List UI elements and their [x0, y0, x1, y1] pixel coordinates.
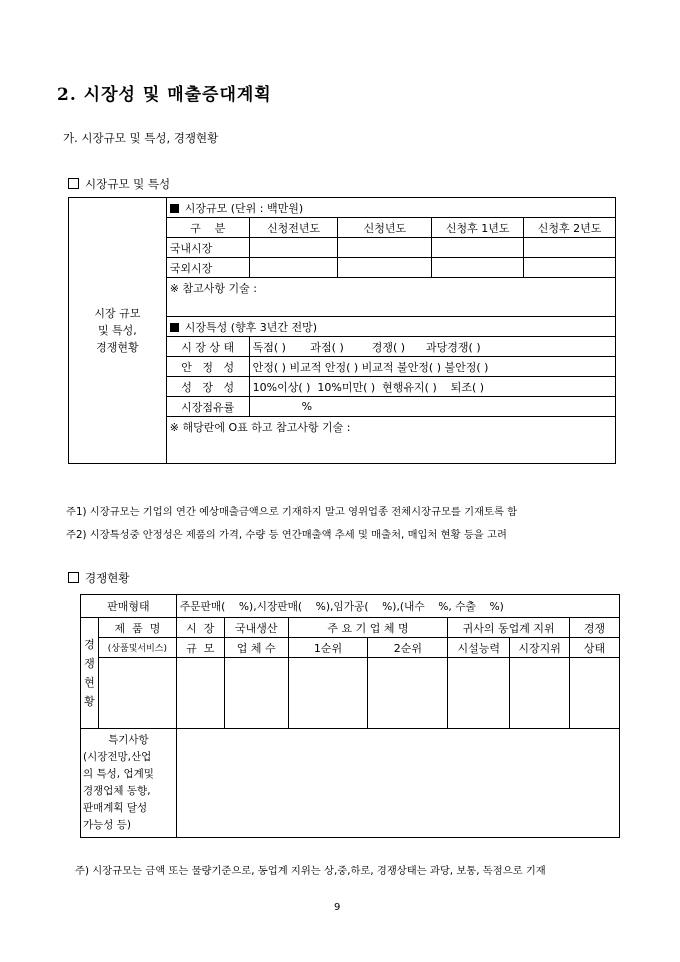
- cell: [432, 238, 524, 258]
- section2-heading: [68, 570, 129, 586]
- col-header: 신청년도: [338, 218, 432, 238]
- note-line-2: 주2) 시장특성중 안정성은 제품의 가격, 수량 등 연간매출액 추세 및 매출처, 매입처 현황 등을 고려: [66, 529, 507, 541]
- col-header: 구 분: [166, 218, 249, 238]
- competition-table: [80, 594, 620, 838]
- remarks-line: 경쟁업체 동향,: [83, 785, 151, 797]
- checkbox-square-icon: [68, 178, 79, 189]
- char-value: 안정( ) 비교적 안정( ) 비교적 불안정( ) 불안정( ): [249, 357, 615, 377]
- section2-heading-text: 경쟁현황: [85, 571, 130, 585]
- col-domestic-b: 업 체 수: [224, 638, 288, 658]
- note-reference: ※ 참고사항 기술 :: [166, 278, 615, 317]
- col-rank1: 1순위: [288, 638, 368, 658]
- cell: [448, 658, 510, 729]
- section1-heading: [68, 176, 170, 192]
- remarks-line: 의 특성, 업계및: [83, 768, 154, 780]
- left-label-1: 시장 규모: [94, 307, 141, 320]
- cell: [176, 658, 224, 729]
- col-rank2: 2순위: [368, 638, 448, 658]
- col-position: 귀사의 동업계 지위: [448, 618, 570, 638]
- col-compete-b: 상태: [570, 638, 620, 658]
- remarks-line: 판매계획 달성: [83, 802, 148, 814]
- left-label-2: 및 특성,: [97, 324, 137, 337]
- market-char-header: [166, 317, 615, 337]
- cell: [524, 238, 616, 258]
- market-char-header-text: 시장특성 (향후 3년간 전망): [184, 320, 318, 334]
- side-label: [81, 618, 99, 729]
- cell: [570, 658, 620, 729]
- cell: [249, 258, 338, 278]
- left-label-3: 경쟁현황: [96, 341, 139, 354]
- remarks-label: [81, 729, 177, 838]
- col-domestic-a: 국내생산: [224, 618, 288, 638]
- sales-type-value: 주문판매( %),시장판매( %),임가공( %),(내수 %, 수출 %): [176, 595, 619, 618]
- char-value: 10%이상( ) 10%미만( ) 현행유지( ) 퇴조( ): [249, 377, 615, 397]
- col-header: 신청후 2년도: [524, 218, 616, 238]
- cell: [338, 258, 432, 278]
- remarks-line: 특기사항: [108, 734, 149, 746]
- black-square-icon: [170, 323, 179, 332]
- section1-heading-text: 시장규모 및 특성: [85, 177, 171, 191]
- cell: [524, 258, 616, 278]
- note-applicable: ※ 해당란에 O표 하고 참고사항 기술 :: [166, 417, 615, 464]
- col-product: 제 품 명: [98, 618, 176, 638]
- note-line-1: 주1) 시장규모는 기업의 연간 예상매출금액으로 기재하지 말고 영위업종 전체시장규모를 기재토록 함: [66, 506, 518, 518]
- side-label-char: 현: [84, 676, 95, 689]
- row-label-domestic: 국내시장: [166, 238, 249, 258]
- market-size-header: [166, 198, 615, 218]
- cell: [368, 658, 448, 729]
- remarks-value: [176, 729, 619, 838]
- char-label: 시장점유률: [166, 397, 249, 417]
- sales-type-label: 판매형태: [81, 595, 177, 618]
- market-size-header-text: 시장규모 (단위 : 백만원): [184, 201, 304, 215]
- col-header: 신청전년도: [249, 218, 338, 238]
- col-major: 주 요 기 업 체 명: [288, 618, 448, 638]
- col-product-sub: (상품및서비스): [98, 638, 176, 658]
- note-line-3: 주) 시장규모는 금액 또는 물량기준으로, 동업계 지위는 상,중,하로, 경쟁상태는 과당, 보통, 독점으로 기재: [75, 865, 546, 877]
- row-label-foreign: 국외시장: [166, 258, 249, 278]
- black-square-icon: [170, 204, 179, 213]
- col-facility: 시설능력: [448, 638, 510, 658]
- cell: [510, 658, 570, 729]
- col-header: 신청후 1년도: [432, 218, 524, 238]
- char-value: %: [249, 397, 615, 417]
- col-market-pos: 시장지위: [510, 638, 570, 658]
- page-title: 2. 시장성 및 매출증대계획: [57, 85, 272, 105]
- page-number: 9: [334, 902, 341, 913]
- col-compete-a: 경쟁: [570, 618, 620, 638]
- char-label: 성 장 성: [166, 377, 249, 397]
- cell: [288, 658, 368, 729]
- char-label: 시 장 상 태: [166, 337, 249, 357]
- char-label: 안 정 성: [166, 357, 249, 377]
- left-label: [69, 198, 167, 464]
- side-label-char: 황: [84, 695, 95, 708]
- cell: [98, 658, 176, 729]
- col-market-b: 규 모: [176, 638, 224, 658]
- subtitle: 가. 시장규모 및 특성, 경쟁현황: [63, 131, 219, 145]
- cell: [338, 238, 432, 258]
- cell: [432, 258, 524, 278]
- market-size-table: [68, 197, 616, 464]
- remarks-line: (시장전망,산업: [83, 751, 152, 763]
- remarks-line: 가능성 등): [83, 819, 132, 831]
- char-value: 독점( ) 과점( ) 경쟁( ) 과당경쟁( ): [249, 337, 615, 357]
- cell: [249, 238, 338, 258]
- checkbox-square-icon: [68, 572, 79, 583]
- cell: [224, 658, 288, 729]
- side-label-char: 경: [84, 638, 95, 651]
- col-market-a: 시 장: [176, 618, 224, 638]
- side-label-char: 쟁: [84, 657, 95, 670]
- spacer: [166, 463, 615, 464]
